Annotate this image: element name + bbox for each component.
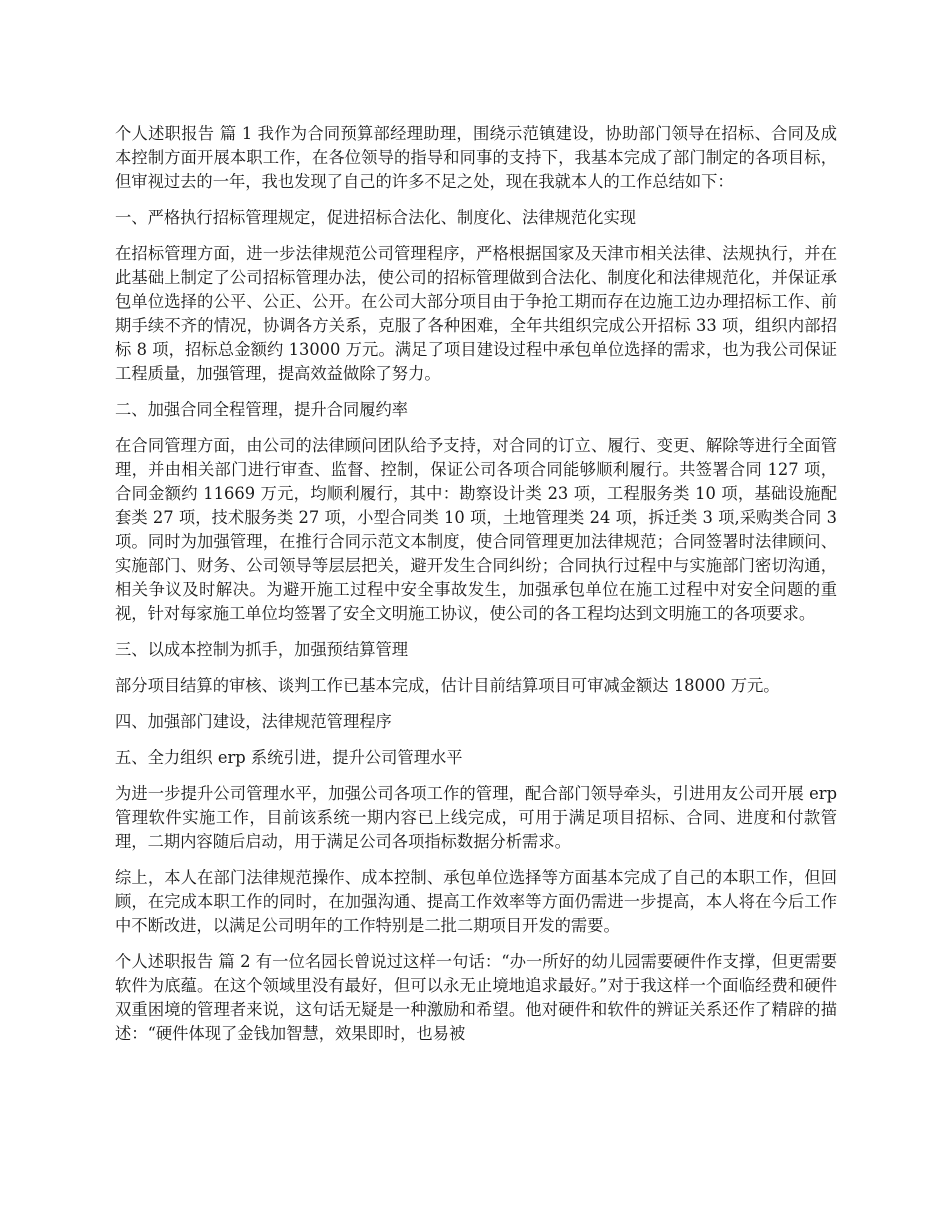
section-paragraph-2: 在合同管理方面，由公司的法律顾问团队给予支持，对合同的订立、履行、变更、解除等进行全面管理，并由相关部门进行审查、监督、控制，保证公司各项合同能够顺利履行。共签署合同 127 项，合同金额约 11669 万元，均顺利履行，其中：勘察设计类 23 项，工程服务类 10 项，基础设施配套类 27 项，技术服务类 27 项，小型合同类 10 项，土地管理类 24 项，拆迁类 3 项,采购类合同 3 项。同时为加强管理，在推行合同示范文本制度，使合同管理更加法律规范；合同签署时法律顾问、实施部门、财务、公司领导等层层把关，避开发生合同纠纷；合同执行过程中与实施部门密切沟通，相关争议及时解决。为避开施工过程中安全事故发生，加强承包单位在施工过程中对安全问题的重视，针对每家施工单位均签署了安全文明施工协议，使公司的各工程均达到文明施工的各项要求。 (115, 436, 837, 623)
section-heading-1: 一、严格执行招标管理规定，促进招标合法化、制度化、法律规范化实现 (115, 208, 637, 227)
summary-paragraph: 综上，本人在部门法律规范操作、成本控制、承包单位选择等方面基本完成了自己的本职工作，但回顾，在完成本职工作的同时，在加强沟通、提高工作效率等方面仍需进一步提高，本人将在今后工作中不断改进，以满足公司明年的工作特别是二批二期项目开发的需要。 (115, 868, 837, 935)
report-2-paragraph: 个人述职报告 篇 2 有一位名园长曾说过这样一句话：“办一所好的幼儿园需要硬件作支撑，但更需要软件为底蕴。在这个领域里没有最好，但可以永无止境地追求最好。”对于我这样一个面临经费和硬件双重困境的管理者来说，这句话无疑是一种激励和希望。他对硬件和软件的辨证关系还作了精辟的描述：“硬件体现了金钱加智慧，效果即时，也易被 (115, 952, 837, 1043)
section-heading-5: 五、全力组织 erp 系统引进，提升公司管理水平 (115, 748, 463, 767)
section-heading-2: 二、加强合同全程管理，提升合同履约率 (115, 400, 409, 419)
document-body (115, 122, 837, 1058)
section-paragraph-1: 在招标管理方面，进一步法律规范公司管理程序，严格根据国家及天津市相关法律、法规执行，并在此基础上制定了公司招标管理办法，使公司的招标管理做到合法化、制度化和法律规范化，并保证承包单位选择的公平、公正、公开。在公司大部分项目由于争抢工期而存在边施工边办理招标工作、前期手续不齐的情况，协调各方关系，克服了各种困难，全年共组织完成公开招标 33 项，组织内部招标 8 项，招标总金额约 13000 万元。满足了项目建设过程中承包单位选择的需求，也为我公司保证工程质量，加强管理，提高效益做除了努力。 (115, 244, 837, 383)
intro-paragraph: 个人述职报告 篇 1 我作为合同预算部经理助理，围绕示范镇建设，协助部门领导在招标、合同及成本控制方面开展本职工作，在各位领导的指导和同事的支持下，我基本完成了部门制定的各项目标，但审视过去的一年，我也发现了自己的许多不足之处，现在我就本人的工作总结如下： (115, 124, 837, 191)
section-paragraph-3: 部分项目结算的审核、谈判工作已基本完成，估计目前结算项目可审减金额达 18000 万元。 (115, 676, 780, 695)
section-paragraph-5: 为进一步提升公司管理水平，加强公司各项工作的管理，配合部门领导牵头，引进用友公司开展 erp 管理软件实施工作，目前该系统一期内容已上线完成，可用于满足项目招标、合同、进度和付款管理，二期内容随后启动，用于满足公司各项指标数据分析需求。 (115, 784, 837, 851)
section-heading-4: 四、加强部门建设，法律规范管理程序 (115, 712, 392, 731)
section-heading-3: 三、以成本控制为抓手，加强预结算管理 (115, 640, 409, 659)
